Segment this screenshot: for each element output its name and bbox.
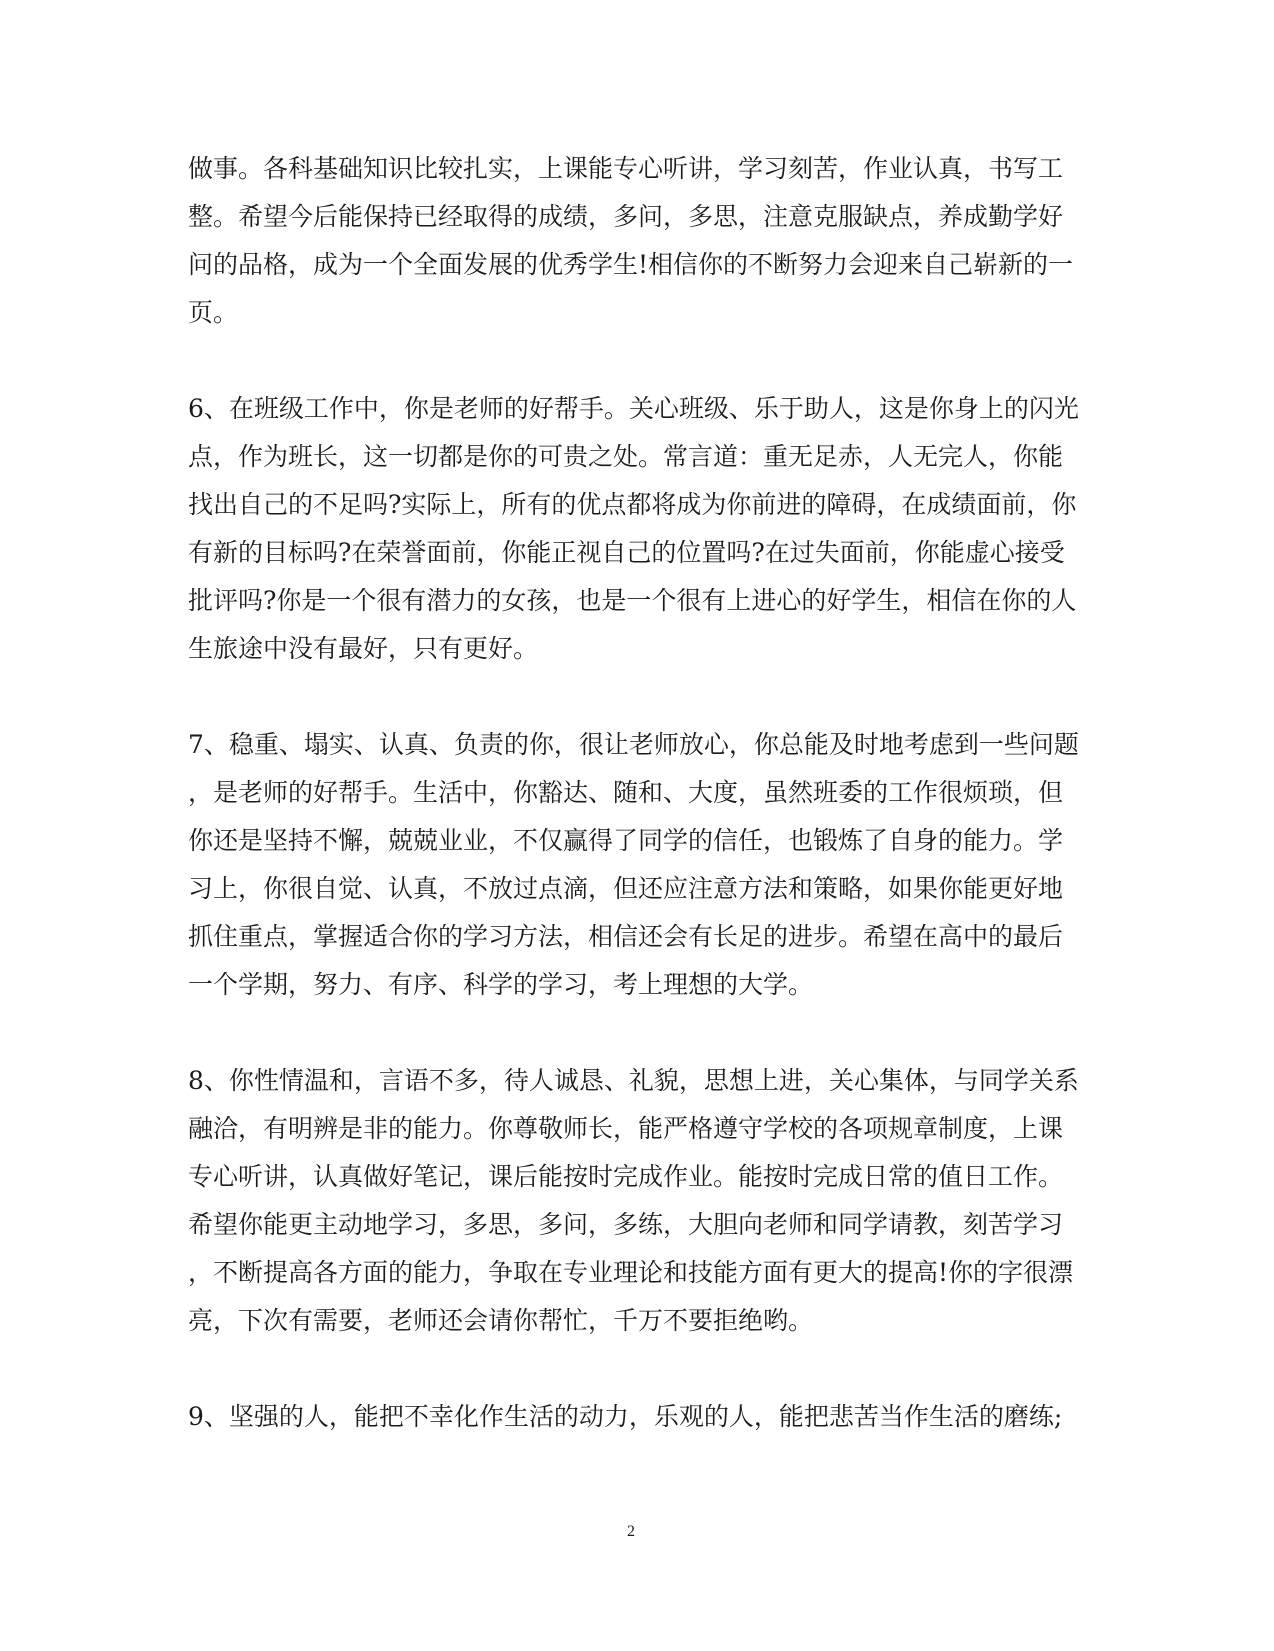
- text-line: 问的品格，成为一个全面发展的优秀学生!相信你的不断努力会迎来自己崭新的一: [188, 250, 1074, 279]
- text-line: 融洽，有明辨是非的能力。你尊敬师长，能严格遵守学校的各项规章制度，上课: [188, 1114, 1064, 1143]
- text-line: 8、你性情温和，言语不多，待人诚恳、礼貌，思想上进，关心集体，与同学关系: [188, 1066, 1079, 1095]
- text-line: 抓住重点，掌握适合你的学习方法，相信还会有长足的进步。希望在高中的最后: [188, 922, 1064, 951]
- text-line: 亮，下次有需要，老师还会请你帮忙，千万不要拒绝哟。: [188, 1306, 814, 1335]
- text-line: 习上，你很自觉、认真，不放过点滴，但还应注意方法和策略，如果你能更好地: [188, 874, 1064, 903]
- text-line: ，是老师的好帮手。生活中，你豁达、随和、大度，虽然班委的工作很烦琐，但: [188, 778, 1064, 807]
- text-line: 7、稳重、塌实、认真、负责的你，很让老师放心，你总能及时地考虑到一些问题: [188, 730, 1079, 759]
- text-line: 整。希望今后能保持已经取得的成绩，多问，多思，注意克服缺点，养成勤学好: [188, 202, 1064, 231]
- text-line: ，不断提高各方面的能力，争取在专业理论和技能方面有更大的提高!你的字很漂: [188, 1258, 1074, 1287]
- text-line: 你还是坚持不懈，兢兢业业，不仅赢得了同学的信任，也锻炼了自身的能力。学: [188, 826, 1064, 855]
- text-line: 希望你能更主动地学习，多思，多问，多练，大胆向老师和同学请教，刻苦学习: [188, 1210, 1064, 1239]
- page-number: 2: [627, 1523, 635, 1540]
- text-line: 找出自己的不足吗?实际上，所有的优点都将成为你前进的障碍，在成绩面前，你: [188, 490, 1077, 519]
- text-line: 9、坚强的人，能把不幸化作生活的动力，乐观的人，能把悲苦当作生活的磨练;: [188, 1402, 1063, 1431]
- text-line: 页。: [188, 298, 239, 327]
- text-line: 点，作为班长，这一切都是你的可贵之处。常言道：重无足赤，人无完人，你能: [188, 442, 1064, 471]
- text-line: 6、在班级工作中，你是老师的好帮手。关心班级、乐于助人，这是你身上的闪光: [188, 394, 1079, 423]
- text-line: 专心听讲，认真做好笔记，课后能按时完成作业。能按时完成日常的值日工作。: [188, 1162, 1064, 1191]
- text-line: 生旅途中没有最好，只有更好。: [188, 634, 539, 663]
- text-line: 做事。各科基础知识比较扎实，上课能专心听讲，学习刻苦，作业认真，书写工: [188, 154, 1064, 183]
- text-line: 有新的目标吗?在荣誉面前，你能正视自己的位置吗?在过失面前，你能虚心接受: [188, 538, 1065, 567]
- text-line: 批评吗?你是一个很有潜力的女孩，也是一个很有上进心的好学生，相信在你的人: [188, 586, 1077, 615]
- text-line: 一个学期，努力、有序、科学的学习，考上理想的大学。: [188, 970, 814, 999]
